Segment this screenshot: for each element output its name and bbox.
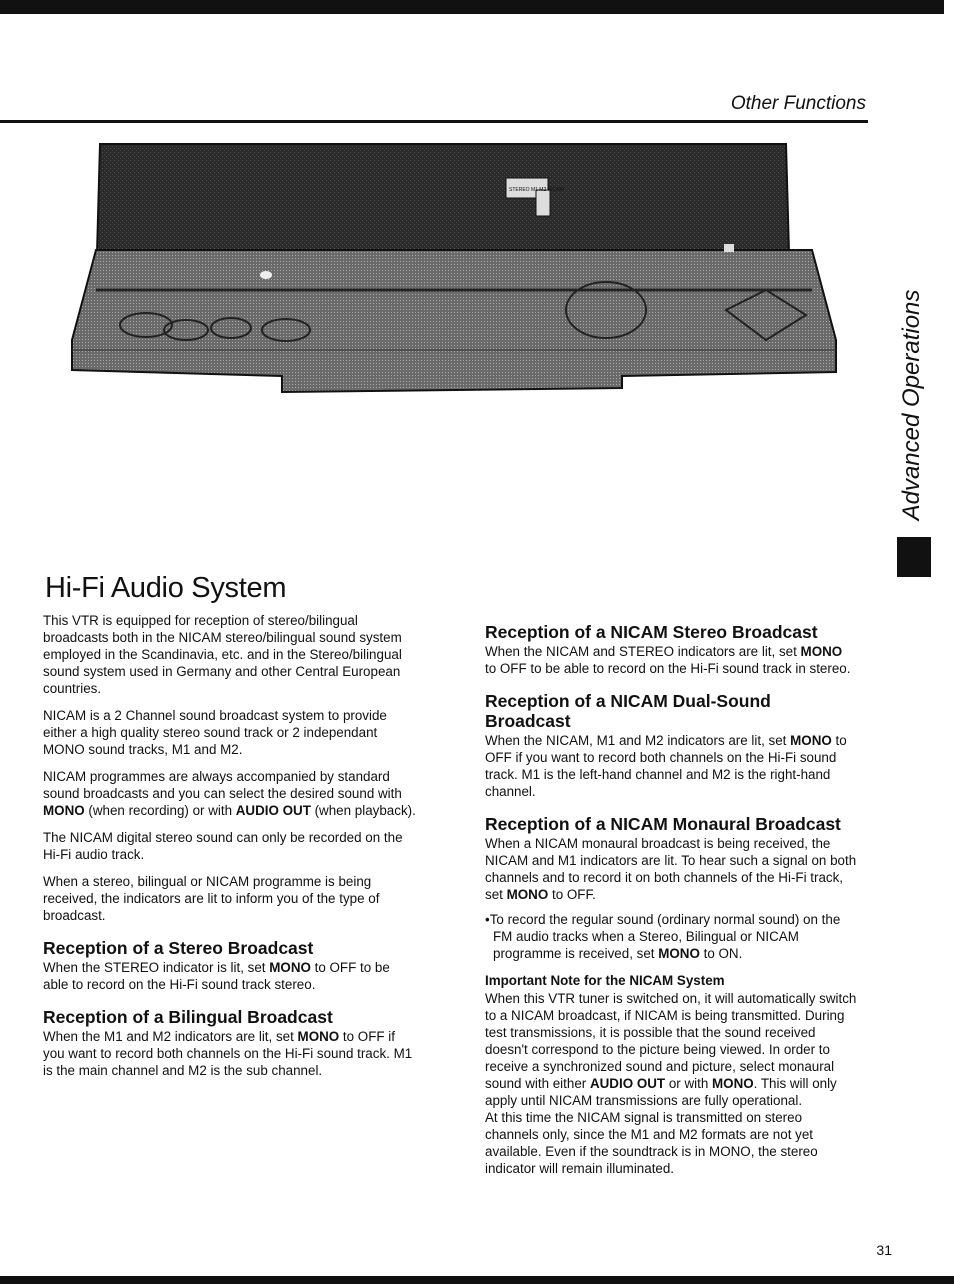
side-tab-label: Advanced Operations bbox=[898, 289, 925, 521]
page-number: 31 bbox=[876, 1242, 892, 1258]
right-column bbox=[485, 622, 857, 1187]
nicam-stereo-paragraph: When the NICAM and STEREO indicators are lit, set MONO to OFF to be able to record on the Hi-Fi sound track in stereo. bbox=[485, 644, 851, 676]
nicam-stereo-heading: Reception of a NICAM Stereo Broadcast bbox=[485, 622, 818, 642]
important-note-final: At this time the NICAM signal is transmitted on stereo channels only, since the M1 and M2 formats are not yet available. Even if the soundtrack is in MONO, the stereo indicator will remain illuminated. bbox=[485, 1110, 818, 1176]
hifi-track-paragraph: The NICAM digital stereo sound can only be recorded on the Hi-Fi audio track. bbox=[43, 830, 403, 862]
bottom-border-bar bbox=[0, 1276, 954, 1284]
bilingual-paragraph: When the M1 and M2 indicators are lit, set MONO to OFF if you want to record both channels on the Hi-Fi sound track. M1 is the main channel and M2 is the sub channel. bbox=[43, 1029, 413, 1078]
monaural-paragraph: When a NICAM monaural broadcast is being received, the NICAM and M1 indicators are lit. To hear such a signal on both channels and to record it on both channels of the Hi-Fi track, set MONO to OFF. bbox=[485, 836, 857, 902]
header-rule bbox=[0, 120, 868, 123]
intro-paragraph: This VTR is equipped for reception of stereo/bilingual broadcasts both in the NICAM stereo/bilingual sound system employed in the Scandinavia, etc. and in the Stereo/bilingual sound system used in Germany and other Central European countries. bbox=[43, 613, 402, 696]
side-tab bbox=[892, 270, 932, 540]
nicam-programmes-paragraph: NICAM programmes are always accompanied by standard sound broadcasts and you can select the desired sound with MONO (when recording) or with AUDIO OUT (when playback). bbox=[43, 769, 416, 818]
vcr-front-panel-illustration bbox=[66, 140, 842, 400]
page-title: Hi-Fi Audio System bbox=[45, 572, 287, 604]
important-note-heading: Important Note for the NICAM System bbox=[485, 973, 725, 988]
indicators-paragraph: When a stereo, bilingual or NICAM programme is being received, the indicators are lit to inform you of the type of broadcast. bbox=[43, 874, 380, 923]
important-note-paragraph: When this VTR tuner is switched on, it will automatically switch to a NICAM broadcast, if NICAM is being transmitted. During test transmissions, it is possible that the sound received doesn't correspond to the picture being viewed. In order to receive a synchronized sound and picture, select monaural sound with either AUDIO OUT or with MONO. This will only apply until NICAM transmissions are fully operational. bbox=[485, 991, 857, 1108]
section-title: Other Functions bbox=[730, 93, 866, 114]
stereo-heading: Reception of a Stereo Broadcast bbox=[43, 938, 314, 958]
dual-sound-paragraph: When the NICAM, M1 and M2 indicators are lit, set MONO to OFF if you want to record both channels on the Hi-Fi sound track. M1 is the left-hand channel and M2 is the right-hand channel. bbox=[485, 733, 847, 799]
fm-audio-bullet: •To record the regular sound (ordinary normal sound) on the FM audio tracks when a Stereo, Bilingual or NICAM programme is received, set MONO to ON. bbox=[485, 912, 841, 961]
nicam-description: NICAM is a 2 Channel sound broadcast system to provide either a high quality stereo sound track or 2 independant MONO sound tracks, M1 and M2. bbox=[43, 708, 387, 757]
dual-sound-heading: Reception of a NICAM Dual-Sound Broadcast bbox=[485, 691, 771, 731]
stereo-paragraph: When the STEREO indicator is lit, set MONO to OFF to be able to record on the Hi-Fi sound track stereo. bbox=[43, 960, 390, 992]
left-column bbox=[43, 612, 418, 1089]
top-border-bar bbox=[0, 0, 944, 14]
side-tab-marker bbox=[897, 537, 931, 577]
indicator-labels: STEREO M1 M2 NICAM bbox=[509, 187, 564, 193]
bilingual-heading: Reception of a Bilingual Broadcast bbox=[43, 1007, 333, 1027]
monaural-heading: Reception of a NICAM Monaural Broadcast bbox=[485, 814, 841, 834]
